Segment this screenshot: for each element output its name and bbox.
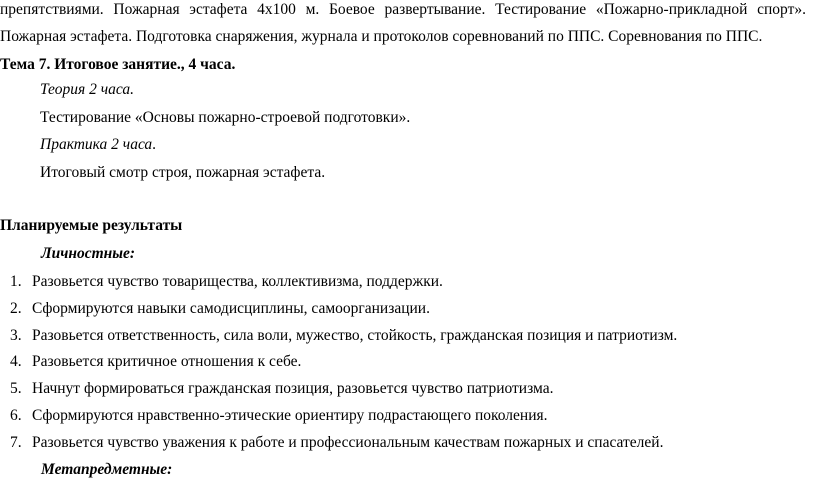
practice-text: Итоговый смотр строя, пожарная эстафета. — [40, 164, 326, 181]
results-heading: Планируемые результаты — [0, 217, 183, 234]
list-item-text: Сформируются нравственно-этические ориентиру подрастающего поколения. — [32, 407, 548, 424]
list-item-number: 5. — [10, 380, 22, 397]
list-item-number: 4. — [10, 353, 22, 370]
list-item-number: 3. — [10, 327, 22, 344]
practice-label-dot: . — [152, 136, 157, 153]
list-item-number: 7. — [10, 434, 22, 451]
theory-label: Теория 2 часа. — [40, 81, 134, 98]
topic-heading: Тема 7. Итоговое занятие., 4 часа. — [0, 56, 236, 73]
meta-label: Метапредметные: — [41, 461, 173, 478]
list-item-number: 1. — [10, 273, 22, 290]
list-item-text: Разовьется ответственность, сила воли, мужество, стойкость, гражданская позиция и патриотизм. — [32, 327, 678, 344]
list-item-number: 6. — [10, 407, 22, 424]
list-item-text: Разовьется критичное отношения к себе. — [32, 353, 302, 370]
theory-text: Тестирование «Основы пожарно-строевой подготовки». — [40, 109, 411, 126]
list-item-text: Начнут формироваться гражданская позиция, разовьется чувство патриотизма. — [32, 380, 554, 397]
list-item-text: Разовьется чувство уважения к работе и профессиональным качествам пожарных и спасателей. — [32, 434, 664, 451]
paragraph-line-1: препятствиями. Пожарная эстафета 4х100 м. Боевое развертывание. Тестирование «Пожарно-прикладной спорт». — [0, 1, 806, 18]
paragraph-line-2: Пожарная эстафета. Подготовка снаряжения, журнала и протоколов соревнований по ППС. Соревнования по ППС. — [0, 28, 763, 45]
practice-label: Практика 2 часа — [40, 136, 153, 153]
list-item-text: Сформируются навыки самодисциплины, самоорганизации. — [32, 300, 430, 317]
personal-label: Личностные: — [41, 245, 136, 262]
list-item-text: Разовьется чувство товарищества, коллективизма, поддержки. — [32, 273, 443, 290]
practice-label-line — [40, 135, 156, 155]
list-item-number: 2. — [10, 300, 22, 317]
